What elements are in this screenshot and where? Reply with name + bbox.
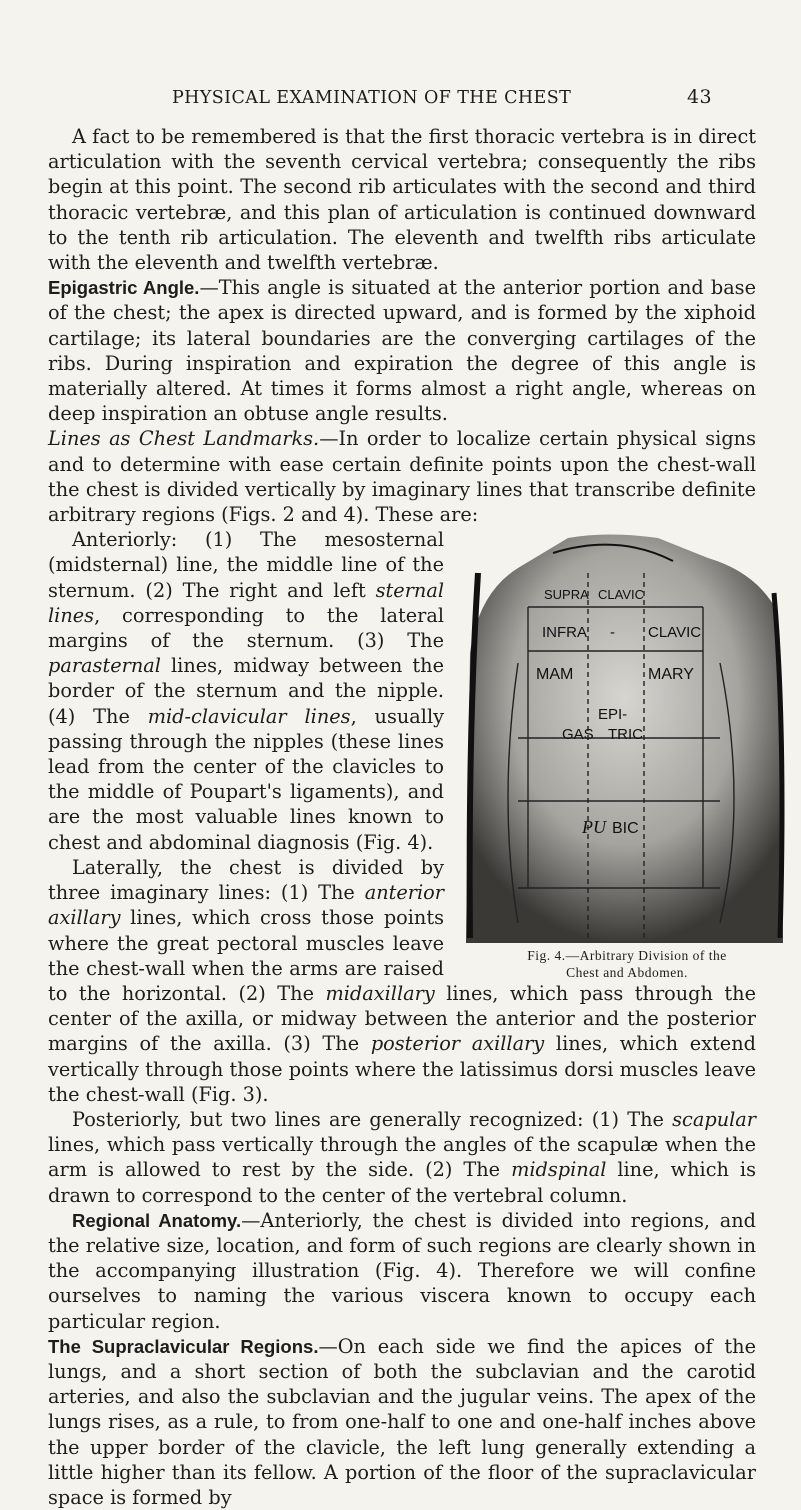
page-number: 43	[687, 86, 712, 108]
epigastric-heading: Epigastric Angle.	[48, 277, 200, 299]
label-supra: SUPRA	[544, 587, 589, 603]
paragraph-laterally: Laterally, the chest is divided by three imaginary lines: (1) The anterior axillary lines, which cross those points where the great pectoral muscles leave the chest-wall when the arms are raised to the horizontal. (2) The midaxillary lines, which pass through the center of the axilla, or midway between the anterior and the posterior margins of the axilla. (3) The posterior axillary lines, which extend vertically through those points where the latissimus dorsi muscles leave the chest-wall (Fig. 3).	[48, 855, 757, 1106]
label-gas: GAS	[562, 726, 594, 744]
running-header	[172, 88, 712, 108]
paragraph-regional: Regional Anatomy.—Anteriorly, the chest is divided into regions, and the relative size, location, and form of such regions are clearly shown in the accompanying illustration (Fig. 4). Therefore we will confine ourselves to naming the various viscera known to occupy each particular region.	[48, 1208, 756, 1333]
label-epi: EPI-	[598, 706, 628, 724]
label-tric: TRIC	[608, 726, 643, 744]
paragraph-vertebra: A fact to be remembered is that the first thoracic vertebra is in direct articulation with the seventh cervical vertebra; consequently the ribs begin at this point. The second rib articulates with the second and third thoracic vertebræ, and this plan of articulation is continued downward to the tenth rib articulation. The eleventh and twelfth ribs articulate with the eleventh and twelfth vertebræ.	[48, 125, 756, 275]
paragraph-epigastric: Epigastric Angle.—This angle is situated at the anterior portion and base of the chest; the apex is directed upward, and is formed by the xiphoid cartilage; its lateral boundaries are the converging cartilages of the ribs. During inspiration and expiration the degree of this angle is materially altered. At times it forms almost a right angle, whereas on deep inspiration an obtuse angle results.	[48, 276, 756, 426]
caption-line-2: Chest and Abdomen.	[566, 965, 688, 981]
paragraph-posteriorly: Posteriorly, but two lines are generally recognized: (1) The scapular lines, which pass vertically through the angles of the scapulæ when the arm is allowed to rest by the side. (2) The midspinal line, which is drawn to correspond to the center of the vertebral column.	[48, 1107, 756, 1207]
landmarks-heading: Lines as Chest Landmarks.	[48, 427, 320, 451]
label-clavic-top: CLAVIC	[598, 587, 644, 603]
running-title: PHYSICAL EXAMINATION OF THE CHEST	[172, 88, 572, 108]
figure-4	[458, 533, 788, 981]
label-dash: -	[610, 624, 615, 642]
regional-heading: Regional Anatomy.	[72, 1209, 242, 1231]
body-text	[48, 124, 756, 1510]
paragraph-landmarks: Lines as Chest Landmarks.—In order to localize certain physical signs and to determine with ease certain definite points upon the chest-wall the chest is divided vertically by imaginary lines that transcribe definite arbitrary regions (Figs. 2 and 4). These are:	[48, 427, 756, 527]
label-infra: INFRA	[542, 624, 587, 642]
label-mam: MAM	[536, 666, 574, 684]
label-clavic: CLAVIC	[648, 624, 702, 642]
caption-line-1: Fig. 4.—Arbitrary Division of the	[527, 948, 727, 964]
chest-diagram	[458, 533, 788, 943]
paragraph-anteriorly: Anteriorly: (1) The mesosternal (midsternal) line, the middle line of the sternum. (2) The right and left sternal lines, corresponding to the lateral margins of the sternum. (3) The parasternal lines, midway between the border of the sternum and the nipple. (4) The mid-clavicular lines, usually passing through the nipples (these lines lead from the center of the clavicles to the middle of Poupart's ligaments), and are the most valuable lines known to chest and abdominal diagnosis (Fig. 4).	[48, 528, 444, 854]
paragraph-supraclavicular: The Supraclavicular Regions.—On each side we find the apices of the lungs, and a short section of both the subclavian and the carotid arteries, and also the subclavian and the jugular veins. The apex of the lungs rises, as a rule, to from one-half to one and one-half inches above the upper border of the clavicle, the left lung generally extending a little higher than its fellow. A portion of the floor of the supraclavicular space is formed by	[48, 1334, 756, 1509]
label-bic: BIC	[612, 820, 639, 838]
figure-caption	[462, 947, 792, 981]
label-pu: PU	[582, 817, 606, 838]
supraclavicular-heading: The Supraclavicular Regions.	[48, 1335, 319, 1357]
label-mary: MARY	[648, 666, 694, 684]
